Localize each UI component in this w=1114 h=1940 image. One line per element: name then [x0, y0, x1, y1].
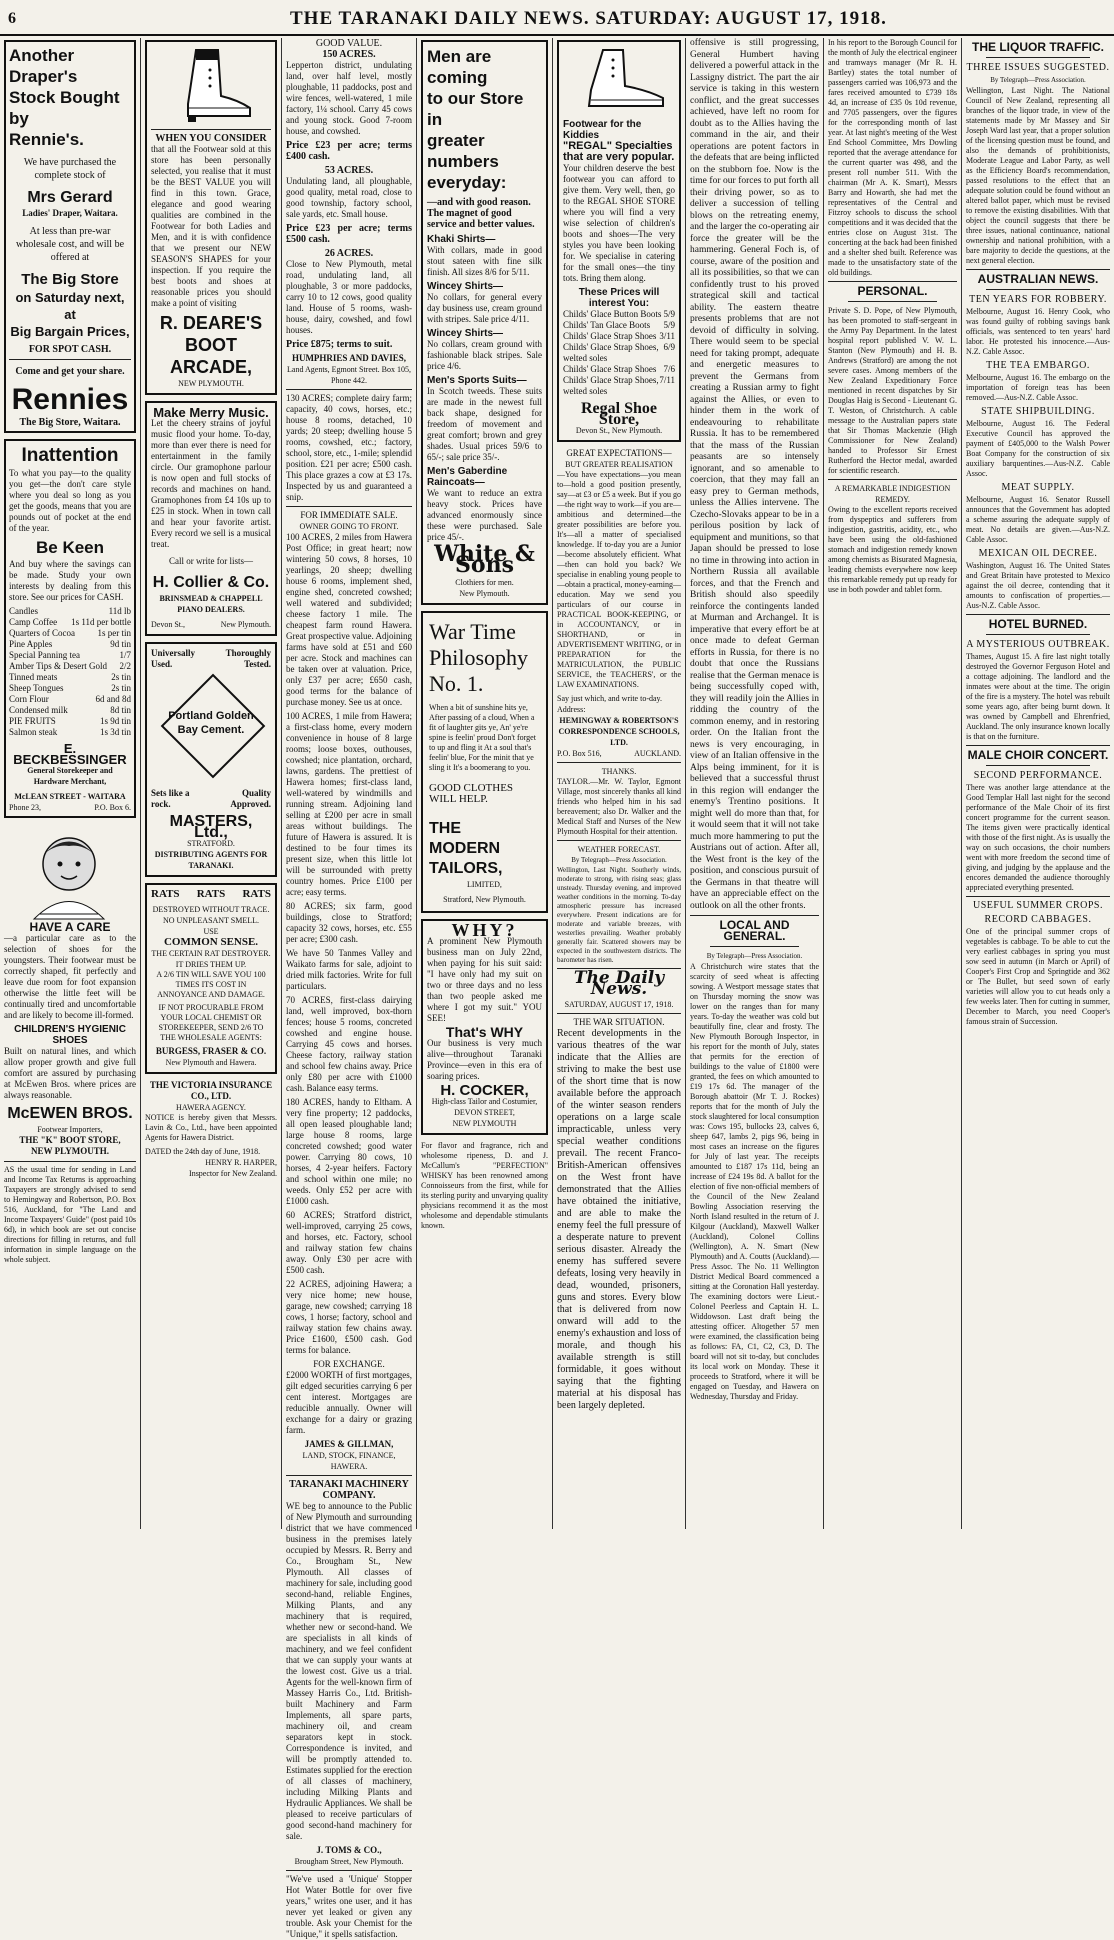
- gillman-name: JAMES & GILLMAN,: [304, 1439, 394, 1449]
- price-row: PIE FRUITS 1s 9d tin: [9, 716, 131, 726]
- regal-address: Devon St., New Plymouth.: [575, 426, 663, 435]
- music-title: Make Merry Music.: [153, 405, 269, 420]
- remark-title: A REMARKABLE INDIGESTION REMEDY.: [834, 484, 951, 504]
- victoria-title: THE VICTORIA INSURANCE CO., LTD.: [149, 1080, 273, 1101]
- mcewen-address: THE "K" BOOT STORE,: [19, 1135, 121, 1145]
- toms-address: Brougham Street, New Plymouth.: [294, 1857, 404, 1866]
- divider: [557, 840, 681, 841]
- a26-body: Close to New Plymouth, metal road, undulating land, all ploughable, 3 or more paddocks, carry 10 to 12 cows, good quality land. House of 5 rooms, wash-house, dairy, cowshed, and fowl houses.: [286, 259, 412, 335]
- price-row: Condensed milk 8d tin: [9, 705, 131, 715]
- divider: [286, 506, 412, 507]
- divider: [986, 289, 1090, 290]
- suits-title: Men's Sports Suits—: [427, 375, 527, 386]
- white-town: New Plymouth.: [459, 589, 510, 598]
- hemingway-name: HEMINGWAY & ROBERTSON'S CORRESPONDENCE SCHOOLS, LTD.: [558, 716, 680, 747]
- rats-agent: BURGESS, FRASER & CO.: [155, 1046, 267, 1056]
- draper-text-2: At less than pre-war wholesale cost, and will be offered at: [15, 226, 125, 263]
- a53-price: Price £23 per acre; terms £500 cash.: [286, 223, 412, 245]
- war-situation-title: THE WAR SITUATION.: [573, 1017, 665, 1027]
- cocker-sub: High-class Tailor and Costumier,: [431, 1097, 538, 1106]
- hotel-body: Thames, August 15. A fire last night totally destroyed the Governor Ferguson Hotel and a cottage adjoining. The landlord and the inmates were about at the time. The origin of the fire is a mystery. The hotel was rebuilt some years ago, after being burnt down. It was owned by Campbell and Ehrenfried, Auckland. The only insurance known locally is that on the furniture.: [966, 652, 1110, 741]
- men-line3: greater numbers: [427, 131, 499, 171]
- exp-body: —You have expectations—you mean to—hold a good position presently, say—at £3 or £5 a week. But if you go—the right way to work—if you are—ambitious and determined—the greater possibilities are before you. It's—all a matter of specialised knowledge. If to-day you are a Junior—become absolutely efficient. What—then can hold you back? We specialise in enabling young people to—obtain a practical, money-earning—education. May we send you particulars of our course in PRACTICAL BOOK-KEEPING, or in ACCOUNTANCY, or in SHORTHAND, or in ADVERTISEMENT WRITING, or in PREPARATION for the MATRICULATION, the PUBLIC SERVICE, the TEACHERS', or the LAW EXAMINATIONS.: [557, 470, 681, 689]
- music-call: Call or write for lists—: [169, 556, 253, 566]
- divider: [286, 389, 412, 390]
- khaki-title: Khaki Shirts—: [427, 234, 496, 245]
- shoe-price-list: [563, 309, 675, 397]
- exchange-body: £2000 WORTH of first mortgages, gilt edged securities carrying 6 per cent interest. Mortgages are reducible annually. Owner will exchange for a dairy or grazing farm.: [286, 1370, 412, 1435]
- cement-bottom: Sets like a rock. Quality Approved.: [151, 788, 271, 809]
- white-sons-logo: White & Sons: [434, 541, 535, 578]
- care-body: —a particular care as to the selection of shoes for the youngsters. Their footwear must be correctly shaped, fit perfectly and leave due room for foot expansion otherwise the little feet will be continually tired and uncomfortable and are likely to become ill-formed.: [4, 933, 136, 1020]
- cocker-name: H. COCKER,: [440, 1082, 529, 1099]
- column-7: [828, 38, 957, 1529]
- rennies-footer: The Big Store, Waitara.: [19, 417, 121, 428]
- music-body: Let the cheery strains of joyful music flood your home. To-day, more than ever there is need for entertainment in the family circle. Our gramophone parlour is now open and full stocks of records and machines on hand. Gramophones from £4 10s up to £25 in stock. When in town call and hear your favorite artist. Every record we sell is a musical treat.: [151, 418, 271, 549]
- keen-title: Be Keen: [35, 538, 105, 557]
- crops-title: USEFUL SUMMER CROPS.: [973, 900, 1103, 911]
- beckbessinger-advert: [4, 439, 136, 818]
- humphries-address: Land Agents, Egmont Street. Box 105, Phone 442.: [287, 365, 411, 385]
- mcewen-name: McEWEN BROS.: [7, 1105, 133, 1122]
- deare-boot: BOOT: [185, 335, 237, 355]
- divider: [4, 1161, 136, 1162]
- modern-tailors-advert: [421, 611, 548, 913]
- divider: [9, 359, 131, 360]
- local-by: By Telegraph—Press Association.: [706, 952, 803, 960]
- why-body-2: Our business is very much alive—throughout Taranaki Province—even in this era of soaring prices.: [427, 1038, 542, 1081]
- child-shoe-illustration: [563, 46, 675, 116]
- mcewen-advert: [4, 824, 136, 1157]
- price-row: Quarters of Cocoa 1s per tin: [9, 628, 131, 638]
- white-sons-advert: [421, 40, 548, 605]
- masters-town: STRATFORD.: [187, 839, 235, 848]
- men-line1: Men are coming: [427, 47, 492, 87]
- column-4: [421, 38, 548, 1529]
- crops-sub: RECORD CABBAGES.: [984, 914, 1092, 925]
- toms-name: J. TOMS & CO.,: [316, 1845, 382, 1855]
- khaki-body: With collars, made in good stout sateen with fine silk finish. All sizes 8/6 for 5/11.: [427, 245, 542, 277]
- price-row: Childs' Tan Glace Boots 5/9: [563, 320, 675, 330]
- hemingway-address: P.O. Box 516, AUCKLAND.: [557, 749, 681, 758]
- weather-title: WEATHER FORECAST.: [577, 845, 661, 854]
- a53-title: 53 ACRES.: [324, 165, 374, 176]
- wincey1-body: No collars, for general every day business use, cream ground with stripes. Sale price 4/11.: [427, 292, 542, 324]
- exchange-title: FOR EXCHANGE.: [313, 1359, 385, 1369]
- inattention-title: Inattention: [21, 445, 119, 466]
- mcewen-tag: Footwear Importers,: [37, 1125, 103, 1134]
- column-rule: [416, 38, 417, 1529]
- daily-news-date: SATURDAY, AUGUST 17, 1918.: [564, 1000, 674, 1009]
- store-line3: Big Bargain Prices,: [10, 324, 130, 339]
- thanks-title: THANKS.: [601, 767, 637, 776]
- aus-sub: TEN YEARS FOR ROBBERY.: [969, 294, 1107, 305]
- personal-body: Private S. D. Pope, of New Plymouth, has been promoted to staff-sergeant in the Army Pay Department. In the latest hospital report published V. W. L. Stanton (New Plymouth) and H. B. Andrews (Stratford) are among the not severe cases. Among members of the New Zealand Expeditionary Force mentioned in recent dispatches by Sir Douglas Haig is Second - Lieutenant G. T. Weston, of Christchurch. A cable message to the Australian papers state that Sir Thomas Mackenzie (High Commissioner for New Zealand) handed to Professor Sir Ernest Rutherford the Hector medal, awarded for scientific research.: [828, 306, 957, 475]
- hotel-sub: A MYSTERIOUS OUTBREAK.: [966, 639, 1110, 650]
- victoria-sub: HAWERA AGENCY.: [176, 1103, 246, 1112]
- keen-body: And buy where the savings can be made. Study your own interests by dealing from this store. See our prices for CASH.: [9, 559, 131, 602]
- remark-body: Owing to the excellent reports received from dyspeptics and sufferers from indigestion, gastritis, acidity, etc., who have been using the old-fashioned stomach and indigestion remedy known among chemists as Bisurated Magnesia, leading chemists everywhere now keep this remarkable remedy put up ready for use in both powder and tablet form.: [828, 505, 957, 594]
- column-rule: [281, 38, 282, 1529]
- rats-towns: New Plymouth and Hawera.: [165, 1058, 257, 1067]
- consider-body: that all the Footwear sold at this store has been personally selected, you realise that it must be the BEST VALUE you will find in this town. Grace, elegance and good wearing qualities are combined in the Footwear for both Ladies and Men, and it is with confidence that we present our NEW SEASON'S SHAPES for your inspection. If you require the best boots and shoes at reasonable prices you should make a point of visiting: [151, 144, 271, 308]
- deare-arcade: ARCADE,: [169, 357, 252, 377]
- wincey1-title: Wincey Shirts—: [427, 281, 504, 292]
- liquor-title: THE LIQUOR TRAFFIC.: [972, 40, 1104, 54]
- foot-line2: "REGAL" Specialties: [563, 140, 673, 152]
- tea-body: Melbourne, August 16. The embargo on the importation of foreign teas has been removed.—Aus-N.Z. Cable Assoc.: [966, 373, 1110, 402]
- cement-diamond: [151, 674, 271, 784]
- draper-sub: Ladies' Draper, Waitara.: [22, 208, 118, 218]
- war-verse: When a bit of sunshine hits ye, After passing of a cloud, When a fit of laughter gits ye, An' ye're spine is feelin' proud Don't forget to up and fling it At a soul that's feelin' blue, For the minit that ye sling it It's a boomerang to you.: [429, 703, 536, 772]
- victoria-date: DATED the 24th day of June, 1918.: [145, 1147, 261, 1156]
- local-body: A Christchurch wire states that the scarcity of seed wheat is affecting sowing. A Westport message states that on Thursday morning the snow was lower on the ranges than for many years. To-day the weather was cold but beautifully fine, clear and frosty. The New Plymouth Borough Inspector, in his report for the month of July, states that permits for the erection of buildings to the value of £1800 were granted, the fees on which amounted to £19 17s 6d. The manager of the Borough abattoir (Mr T. J. Rockes) reports that for the month of July the stock slaughtered for local consumption was: Cows 195, bullocks 23, calves 6, sheep 647, lambs 2, pigs 96, being in most cases an increase on the figures for July of last year. The receipts amounted to £187 17s 11d, being an increase of £24 19s 8d. A ballot for the election of five non-official members of the Council of the New Zealand Bowling Association reserving the North Island resulted in the return of J. Kilgour (Auckland), Maxwell Walker (Auckland), Colonel Collins (Wellington), A. N. Smart (New Plymouth) and A. Coutts (Auckland).—Press Assoc. The No. 11 Wellington District Medical Board commenced a sitting at the Coronation Hall yesterday. The examining doctors were Lieut.-Colonel Peerless and Captain H. L. Widdowson. Last draft being the attesting officer. Altogether 57 men were examined, the classification being as follows: FA, C1, C2, C3, D. The board will not sit to-day, but concludes its local work on Monday. These it proceeds to Stratford, where it will be engaged on Tuesday, and Hawera on Wednesday, Thursday and Friday.: [690, 962, 819, 1401]
- war-continued: offensive is still progressing, General Humbert having delivered a powerful attack in the Lassigny district. The part the air service is taking in this western conflict, and the great successes achieved, have left no room for doubt as to the Allies having the command in the air, and their operations are potent factors in the defeats that are being inflicted on the stubborn foe. Now is the time for our forces to put forth all their driving power, so as to deliver a succession of telling blows on the retreating enemy, and the larger the co-operating air force the greater will be the hammering. General Foch is, of course, aware of the position and all its possibilities, so that we can confidently trust to his proved strategical skill and tactical ability. The eastern theatre presents problems that are not devoid of difficulty in solving. There would seem to be special need for taking prompt, adequate and energetic measures to prevent the Germans from creating a Russian army to fight against the Allies, or even to hinder them in the work of endeavouring to rehabilitate Russia. It has to be remembered that the mass of the Russian peasants are so intensely ignorant, and so amenable to coercion, that they may fall an easy prey to German methods, unless the Allies intervene. The Czecho-Slovaks appear to be in a perilous position by lack of equipment and munitions, so that Japan should be pressed to lose no time in throwing into action in Northern Russia all available forces, and that the French and British should also speedily reinforce the contingents landed at Murman and Archangel. It is imperative that every effort be at once made to defeat German efforts in Russia, for there is no doubt that once the Russians realise that the German menace is being successfully coped with, they will readily join the Allies in ridding the country of the common enemy, and in restoring order. On the Italian front the news is very encouraging, in view of an Italian offensive in the Alps being imminent, for it is believed that a successful thrust in this region will endanger the enemy's Trentino positions. It might well do more than that, for it would seem that it will not take much more hammering to put the Austrians out of action. After all, the West front is the key of the position, and conscious pursuit of the Germans in that theatre will have an appreciable effect on the outlook on all the other fronts.: [690, 38, 819, 911]
- column-rule: [140, 38, 141, 1529]
- men-line2: to our Store in: [427, 89, 524, 129]
- price-row: Candles 11d lb: [9, 606, 131, 616]
- hotel-title: HOTEL BURNED.: [988, 617, 1088, 631]
- divider: [966, 896, 1110, 897]
- meat-title: MEAT SUPPLY.: [1001, 482, 1075, 493]
- price-row: Salmon steak 1s 3d tin: [9, 727, 131, 737]
- a150-title: 150 ACRES.: [322, 49, 376, 60]
- divider: [828, 281, 957, 282]
- price-row: Childs' Glace Strap Shoes, welted soles 6/9: [563, 342, 675, 363]
- wincey2-body: No collars, cream ground with fashionable black stripes. Sale price 4/6.: [427, 339, 542, 371]
- divider: [286, 1870, 412, 1871]
- price-row: Childs' Glace Strap Shoes 7/6: [563, 364, 675, 374]
- suits-body: In Scotch tweeds. These suits are made in the newest full back shape, designed for freedom of movement and great comfort; brown and grey shades. Usual prices 59/6 to 65/-; sale price 35/-.: [427, 386, 542, 462]
- immediate-sale: FOR IMMEDIATE SALE.: [300, 510, 398, 520]
- a180-body: 180 ACRES, handy to Eltham. A very fine property; 12 paddocks, all open leased ploughable land; large house 8 rooms, large concreted cowshed; good water power. Carrying 80 cows, 10 horses, 4 2-year heifers. Factory and school within one mile; no weeds. Only £52 per acre with £1000 cash.: [286, 1097, 412, 1206]
- good-clothes: GOOD CLOTHES WILL HELP.: [429, 782, 514, 805]
- regal-advert: [557, 40, 681, 442]
- a26-title: 26 ACRES.: [324, 248, 374, 259]
- price-row: Camp Coffee 1s 11d per bottle: [9, 617, 131, 627]
- price-row: Childs' Glace Button Boots 5/9: [563, 309, 675, 319]
- local-title: LOCAL AND GENERAL.: [719, 918, 790, 943]
- machinery-body: WE beg to announce to the Public of New Plymouth and surrounding district that we have commenced business in the premises lately occupied by Messrs. R. Berry and Co., Brougham St., New Plymouth. All classes of machinery for sale, including good second-hand, reliable Engines, Milking Plants, and any machinery that is required, whether new or second-hand. We are specialists in all kinds of machinery, and we feel confident that we can supply your wants at the lowest cost. Give us a trial. Agents for the well-known firm of Massey Harris Co., Ltd. British-built Machinery and Farm Implements, all spare parts, machinery oil, and cream separators kept in stock. Correspondence is invited, and will be promptly attended to. Estimates supplied for the erection of all classes of machinery, including Milking Plants and Hydraulic Appliances. We shall be pleased to receive particulars of good second-hand machinery for sale.: [286, 1501, 412, 1841]
- war-line3: No. 1.: [429, 671, 484, 696]
- a150-price: Price £23 per acre; terms £400 cash.: [286, 140, 412, 162]
- exp-say: Say just which, and write to-day. Address:: [557, 694, 663, 714]
- white-sub: Clothiers for men.: [455, 578, 514, 587]
- collier-address: Devon St., New Plymouth.: [151, 620, 271, 629]
- draper-text: We have purchased the complete stock of: [23, 157, 117, 181]
- draper-line2: Stock Bought by: [9, 88, 120, 128]
- rats-3: USE: [203, 927, 219, 936]
- store-line2: on Saturday next, at: [15, 290, 125, 322]
- aus-title: AUSTRALIAN NEWS.: [977, 272, 1099, 286]
- war-situation-body: Recent developments in the various theatres of the war indicate that the Allies are striving to make the best use of the short time that is now available before the approach of the winter season renders operations on a large scale impracticable, unless very special weather conditions prevail. The recent Franco-British-American offensives on the West front have demonstrated that the Allies have obtained the initiative, and are able to make the enemy feel the full pressure of a desperate nature to prevent serious disaster. Already the enemy has suffered severe defeats, losing very heavily in dead, wounded, prisoners, guns and stores. Every blow that is delivered from now onward will add to the enemy's exhaustion and loss of morale, and though his available strength is still formidable, it goes without saying that the fighting material at his disposal has been largely depleted.: [557, 1028, 682, 1411]
- rats-7: A 2/6 TIN WILL SAVE YOU 100 TIMES ITS COST IN ANNOYANCE AND DAMAGE.: [156, 970, 266, 999]
- collier-name: H. Collier & Co.: [152, 574, 270, 591]
- why-body: A prominent New Plymouth business man on July 22nd, when paying for his suit said: "I have only had my suit on two or three days and no less than two people asked me where I got my suit." YOU SEE!: [427, 936, 542, 1023]
- modern-line3: TAILORS,: [429, 860, 503, 877]
- masters-sub: DISTRIBUTING AGENTS FOR TARANAKI.: [154, 850, 268, 870]
- daily-news-title: The Daily News.: [573, 968, 665, 999]
- cement-advert: [145, 642, 277, 877]
- consider-title: WHEN YOU CONSIDER: [155, 133, 267, 144]
- victoria-role: Inspector for New Zealand.: [189, 1169, 277, 1178]
- a80-body: 80 ACRES; six farm, good buildings, close to Stratford; capacity 32 cows, horses, etc. £55 per acre; £300 cash.: [286, 901, 412, 944]
- care-body-2: Built on natural lines, and which allow proper growth and give full comfort are assured by purchasing at McEwen Bros. where prices are always reasonable.: [4, 1046, 136, 1100]
- liquor-by: By Telegraph—Press Association.: [990, 76, 1086, 84]
- exp-sub: BUT GREATER REALISATION: [565, 460, 673, 469]
- page-number: 6: [8, 10, 16, 27]
- a130-body: 130 ACRES; complete dairy farm; capacity, 40 cows, horses, etc.; house 8 rooms, detached, 10 yards; 20 steep; dwelling house 5 rooms, cowshed, etc.; factory, school, store, etc., 1-mile; splendid position. £21 per acre; £500 cash. This place grazes a cow at £3 17s. Inspected by us and guaranteed a snip.: [286, 393, 412, 502]
- price-row: Special Panning tea 1/7: [9, 650, 131, 660]
- weather-body: Wellington, Last Night. Southerly winds, moderate to strong, with rising seas; glass unsteady. Thursday evening, and improved weather conditions in the morning. To-day atmospheric pressure has increased everywhere. Present indications are for moderate and variable breezes, with westerlies prevailing. Weather probably generally fair. Scattered showers may be expected in the southwestern districts. The barometer has risen.: [557, 866, 681, 964]
- ship-title: STATE SHIPBUILDING.: [981, 406, 1095, 417]
- a150-body: Lepperton district, undulating land, over half level, mostly ploughable, 11 paddocks, post and wire fences, well-watered, 1 mile factory, 1¼ school. Carry 45 cows and young stock. Good 7-room house, and cowshed.: [286, 60, 412, 136]
- rats-header: RATS RATS RATS: [151, 888, 271, 900]
- oil-body: Washington, August 16. The United States and Great Britain have protested to Mexico against the oil decree, contending that it amounts to confiscation of properties.—Aus-N.Z. Cable Assoc.: [966, 561, 1110, 610]
- tax-notice: AS the usual time for sending in Land and Income Tax Returns is approaching Taxpayers are strongly advised to send to Hemingway and Robertson, P.O. Box 516, Auckland, for "The Land and Income Taxpayers' Guide" (post paid 10s 6d), in which book are set out concise directions for filling in returns, and full information in simple language on the whole subject.: [4, 1165, 136, 1264]
- price-row: Amber Tips & Desert Gold 2/2: [9, 661, 131, 671]
- divider: [966, 614, 1110, 615]
- regal-name: Regal Shoe Store,: [581, 400, 657, 428]
- exp-title: GREAT EXPECTATIONS—: [566, 448, 672, 458]
- wincey2-title: Wincey Shirts—: [427, 328, 504, 339]
- aus-body: Melbourne, August 16. Henry Cook, who was found guilty of robbing savings bank officials, was sentenced to ten years' hard labor. He protested his innocence.—Aus-N.Z. Cable Assoc.: [966, 307, 1110, 356]
- men-line4: everyday:: [427, 173, 507, 192]
- mcewen-town: NEW PLYMOUTH.: [30, 1146, 109, 1156]
- men-line6: The magnet of good service and better values.: [427, 208, 535, 230]
- beckbessinger-address: McLEAN STREET - WAITARA: [14, 792, 126, 801]
- foot-line3: that are very popular.: [563, 151, 675, 163]
- divider: [966, 745, 1110, 746]
- divider: [966, 269, 1110, 270]
- thanks-body: TAYLOR.—Mr. W. Taylor, Egmont Village, most sincerely thanks all kind friends who helped him in his sad bereavement; also Dr. Walker and the Medical Staff and Nurses of the New Plymouth Hospital for their attention.: [557, 777, 681, 836]
- draper-line1: Another Draper's: [9, 46, 78, 86]
- beckbessinger-name: E. BECKBESSINGER: [13, 741, 127, 767]
- oil-title: MEXICAN OIL DECREE.: [978, 548, 1098, 559]
- war-line1: War Time: [429, 619, 516, 644]
- crops-body: One of the principal summer crops of vegetables is cabbage. To be able to cut the very earliest cabbages in spring you must sow seed in autumn (in March or April) of Cooper's First Crop and Springtide and 362 or The Bullet, but seed sown of early varieties will allow you to cut heads only a few weeks later. Then for cutting in summer, December to March, you need Cooper's famous strain of Succession.: [966, 927, 1110, 1026]
- modern-line1: THE: [429, 820, 461, 837]
- divider: [986, 634, 1090, 635]
- boot-illustration: [166, 46, 256, 126]
- price-row: Childs' Glace Strap Shoes 3/11: [563, 331, 675, 341]
- column-2: [145, 38, 277, 1529]
- modern-line2: MODERN: [429, 840, 501, 857]
- column-5: [557, 38, 681, 1529]
- foot-line1: Footwear for the Kiddies: [563, 119, 642, 141]
- gab-title: Men's Gaberdine Raincoats—: [427, 466, 508, 488]
- cement-brand: Portland Golden Bay Cement.: [168, 710, 254, 736]
- rennies-logo: Rennies: [11, 383, 129, 416]
- rats-6: IT DRIES THEM UP.: [175, 960, 247, 969]
- column-rule: [823, 38, 824, 1529]
- store-line1: The Big Store: [21, 271, 119, 288]
- column-8: [966, 38, 1110, 1529]
- divider: [286, 1475, 412, 1476]
- draper-line3: Rennie's.: [9, 130, 84, 149]
- a70-body: 70 ACRES, first-class dairying land, well improved, box-thorn fences; house 5 rooms, concreted cowshed and engine house. Carrying 45 cows and horses. Cheese factory, railway station and school few chains away. Price only £80 per acre with £1000 cash. Balance easy terms.: [286, 995, 412, 1093]
- masthead: [0, 0, 1114, 36]
- rats-4: COMMON SENSE.: [163, 936, 259, 948]
- a100a-body: 100 ACRES, 2 miles from Hawera Post Office; in great heart; now wintering 50 cows, 8 horses, 10 yearlings, 20 sheep; dwelling house 6 rooms, implement shed, engine shed, concreted cowshed; well watered and subdivided; cheese factory 1 mile. The cheapest farm round Hawera. Great prospective value. Adjoining farms have sold at £51 and £60 per acre. Stock and machines can be taken over at valuation. Price, only £37 per acre; £650 cash, good terms for the balance of purchase money. See us at once.: [286, 532, 412, 707]
- divider: [710, 946, 799, 947]
- price-row: Corn Flour 6d and 8d: [9, 694, 131, 704]
- owner-front: OWNER GOING TO FRONT.: [299, 522, 399, 531]
- care-sub: CHILDREN'S HYGIENIC SHOES: [14, 1024, 126, 1046]
- inattention-body: To what you pay—to the quality you get—the don't care style where you deal so long as you get the goods, means that you are pounds out of pocket at the end of the year.: [9, 468, 131, 533]
- ship-body: Melbourne, August 16. The Federal Executive Council has approved the payment of £405,000 to the Walsh Power Boat Company for the construction of six auxiliary barquentines.—Aus-N.Z. Cable Assoc.: [966, 419, 1110, 478]
- spot-cash: FOR SPOT CASH.: [28, 344, 112, 355]
- price-row: Sheep Tongues 2s tin: [9, 683, 131, 693]
- rennies-advert: [4, 40, 136, 433]
- victoria-signature: HENRY R. HARPER,: [205, 1158, 277, 1167]
- column-1: [4, 38, 136, 1529]
- a26-price: Price £875; terms to suit.: [286, 339, 393, 350]
- tea-title: THE TEA EMBARGO.: [986, 360, 1090, 371]
- modern-ltd: LIMITED,: [467, 880, 502, 889]
- whisky-advert: For flavor and fragrance, rich and wholesome ripeness, D. and J. McCallum's "PERFECTION" WHISKY has been renowned among Connoisseurs from the first, while for its sterling purity and unvarying quality physicians recommend it as the most wholesome and dependable stimulants known.: [421, 1141, 548, 1230]
- divider: [557, 1013, 681, 1014]
- grocery-price-list: [9, 606, 131, 738]
- local-continued: In his report to the Borough Council for the month of July the electrical engineer and tramways manager (Mr R. H. Bartley) states the total number of passengers carried was 106,973 and the fares received amounted to £739 18s 4d, an increase of £35 0s 10d revenue, and 7705 passengers, over the figures for the corresponding month of last year. At last night's meeting of the West End School Committee, Mrs Dowling reported that the average attendance for the current quarter was 498, and the present roll number 511. With the chairman (Mr A. K. Smart), Messrs Barry and Howarth, she had met the representatives of the Central and Fitzroy schools to discuss the school competitions and it was decided that the entries close on August 31st. The concerting at the back had been finished and a shelter shed built. Reference was made to the unsatisfactory state of the old buildings.: [828, 38, 957, 277]
- foot-body: Your children deserve the best footwear you can afford to give them. Very well, then, go to the REGAL SHOE STORE where you will find a very wise selection of children's boots and shoes—The very styles you have been looking for. We specialise in catering for the small ones—the tiny tots. Bring them along.: [563, 163, 675, 283]
- masthead-title: THE TARANAKI DAILY NEWS. SATURDAY: AUGUST 17, 1918.: [290, 8, 887, 29]
- a100b-body: 100 ACRES, 1 mile from Hawera; a first-class home, every modern convenience in house of 8 large rooms; loose boxes, outhouses, cowshed; nice plantation, orchard, lawns, gardens. The prettiest of Hawera homes; first-class land, well-watered by windmills and running stream. Adjoining land selling at £200 per acre in small areas without buildings. The future of Hawera is assured. It is destined to be four times its present size, when this little lot will be surrounded with pretty country homes. Price £100 per acre; easy terms.: [286, 711, 412, 897]
- choir-title: MALE CHOIR CONCERT.: [967, 748, 1109, 762]
- choir-body: There was another large attendance at the Good Templar Hall last night for the second performance of the Male Choir of its first concert programme for the current season. The items given were practically identical with those of the first night. As is usually the way on such occasions, the choir numbers went with more freedom the second time of giving, and judging by the applause and the encores demanded the audience thoroughly appreciated everything presented.: [966, 783, 1110, 892]
- thats-why: That's WHY: [445, 1024, 524, 1040]
- personal-title: PERSONAL.: [857, 284, 928, 298]
- taumeo-body: We have 50 Tanmes Valley and Waikato farms for sale, adjoint to dried milk factories. Write for full particulars.: [286, 948, 412, 991]
- meat-body: Melbourne, August 16. Senator Russell announces that the Government has adopted a scheme assuring the adequate supply of meat. No details are given.—Aus-N.Z. Cable Assoc.: [966, 495, 1110, 544]
- deare-advert: [145, 40, 277, 395]
- masters-name: MASTERS, Ltd.,: [169, 813, 253, 841]
- cement-top: Universally Used. Thoroughly Tested.: [151, 648, 271, 669]
- rats-2: NO UNPLEASANT SMELL.: [162, 916, 260, 925]
- beckbessinger-contact: Phone 23, P.O. Box 6.: [9, 803, 131, 812]
- collier-sub: BRINSMEAD & CHAPPELL PIANO DEALERS.: [159, 594, 263, 614]
- rats-1: DESTROYED WITHOUT TRACE.: [152, 905, 270, 914]
- stopper-body: "We've used a 'Unique' Stopper Hot Water Bottle for over five years," writes one user, and it has never yet leaked or given any trouble. Ask your Chemist for the "Unique," it spells satisfaction.: [286, 1874, 412, 1939]
- price-row: Pine Apples 9d tin: [9, 639, 131, 649]
- column-3: [286, 38, 412, 1939]
- deare-name: R. DEARE'S: [159, 313, 263, 333]
- men-line5: —and with good reason.: [427, 197, 531, 208]
- column-rule: [552, 38, 553, 1529]
- come-share: Come and get your share.: [15, 366, 125, 377]
- why-title: WHY?: [451, 920, 518, 940]
- machinery-title: TARANAKI MACHINERY COMPANY.: [289, 1479, 409, 1501]
- divider: [848, 301, 937, 302]
- care-title: HAVE A CARE: [29, 920, 111, 934]
- divider: [557, 762, 681, 763]
- collier-advert: [145, 401, 277, 636]
- modern-towns: Stratford, New Plymouth.: [443, 895, 526, 904]
- divider: [986, 57, 1090, 58]
- divider: [986, 765, 1090, 766]
- divider: [828, 479, 957, 480]
- draper-name: Mrs Gerard: [27, 189, 113, 206]
- victoria-body: NOTICE is hereby given that Messrs. Lavin & Co., Ltd., have been appointed Agents for Hawera District.: [145, 1113, 277, 1142]
- war-line2: Philosophy: [429, 645, 529, 670]
- cocker-street: DEVON STREET,: [454, 1108, 515, 1117]
- divider: [151, 129, 271, 130]
- foot-prices: These Prices will interest You:: [578, 287, 660, 309]
- choir-sub: SECOND PERFORMANCE.: [973, 770, 1103, 781]
- column-rule: [685, 38, 686, 1529]
- deare-town: NEW PLYMOUTH.: [178, 379, 244, 388]
- humphries-name: HUMPHRIES AND DAVIES,: [291, 353, 407, 363]
- price-row: Childs' Glace Strap Shoes, welted soles 7/11: [563, 375, 675, 396]
- a53-body: Undulating land, all ploughable, good quality, metal road, close to good township, factory school, sale yards, etc. Small house.: [286, 176, 412, 219]
- a60-body: 60 ACRES; Stratford district, well-improved, carrying 25 cows, and horses, etc. Factory, school and railway station few chains away. Only £30 per acre with £500 cash.: [286, 1210, 412, 1275]
- price-row: Tinned meats 2s tin: [9, 672, 131, 682]
- a22-body: 22 ACRES, adjoining Hawera; a very nice home; new house, garage, new cowshed; carrying 18 cows, 1 horse; factory, school and railway station few chains away. Price £1600, £500 cash. God terms for balance.: [286, 1279, 412, 1355]
- gillman-sub: LAND, STOCK, FINANCE, HAWERA.: [302, 1451, 396, 1471]
- beckbessinger-sub: General Storekeeper and Hardware Merchant,: [27, 766, 113, 786]
- rats-5: THE CERTAIN RAT DESTROYER.: [151, 949, 271, 958]
- rats-advert: [145, 883, 277, 1074]
- cocker-advert: [421, 919, 548, 1135]
- gab-body: We want to reduce an extra heavy stock. Prices have advanced enormously since these were purchased. Sale price 45/-.: [427, 488, 542, 542]
- good-value: GOOD VALUE.: [315, 38, 383, 49]
- rats-8: IF NOT PROCURABLE FROM YOUR LOCAL CHEMIST OR STOREKEEPER, SEND 2/6 TO THE WHOLESALE AGENTS:: [158, 1003, 264, 1042]
- liquor-body: Wellington, Last Night. The National Council of New Zealand, representing all branches of the liquor trade, in view of the statements made by Mr Massey and Sir Joseph Ward last year, that a proper solution of the licensing question must be found, and also the demands of prohibitionists, Moderate League and Labor Party, as well as the Efficiency Board's recommendation, passed resolutions to the effect that an adequate solution could be found without an altered ballot paper, which must be revised to remove the existing disabilities. With that object the council suggests that there be three issues, national continuance, national ownership and national prohibition, with a bare majority to decide the questions, at the next general election.: [966, 86, 1110, 265]
- child-illustration: [4, 824, 134, 919]
- divider: [690, 915, 819, 916]
- liquor-sub: THREE ISSUES SUGGESTED.: [966, 62, 1110, 73]
- cocker-town: NEW PLYMOUTH: [452, 1119, 517, 1128]
- column-rule: [961, 38, 962, 1529]
- column-6: [690, 38, 819, 1529]
- weather-by: By Telegraph—Press Association.: [571, 856, 667, 864]
